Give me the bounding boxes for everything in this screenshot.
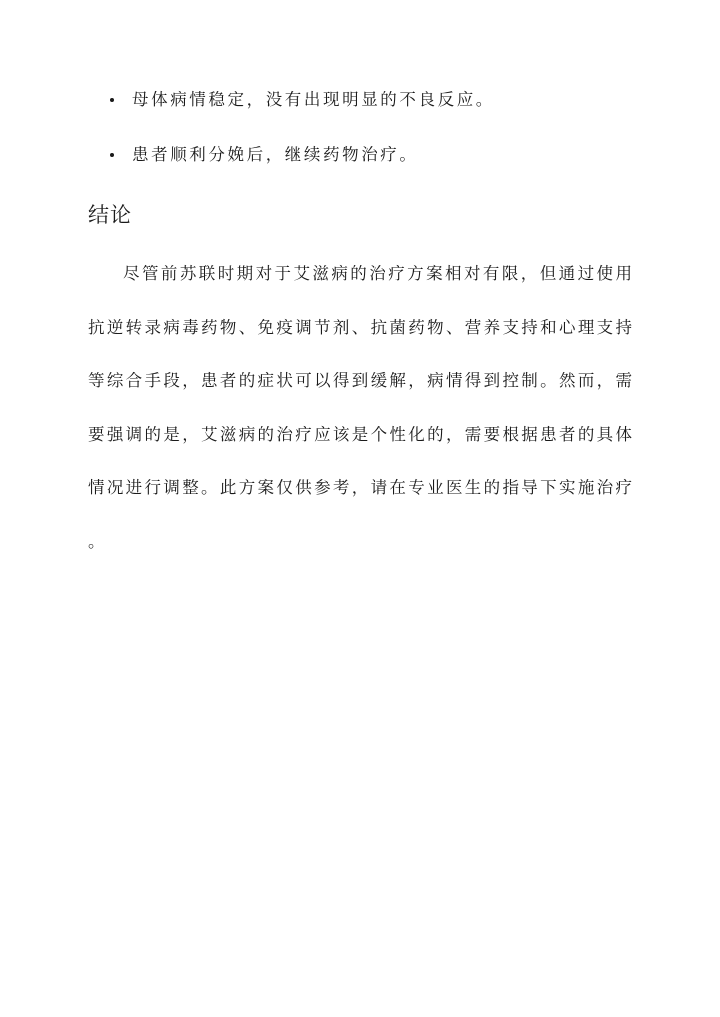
bullet-text: 患者顺利分娩后，继续药物治疗。 [132,145,419,164]
bullet-text: 母体病情稳定，没有出现明显的不良反应。 [132,90,495,109]
bullet-icon [110,98,114,102]
section-heading-conclusion: 结论 [88,203,132,227]
paragraph-line: 等综合手段，患者的症状可以得到缓解，病情得到控制。然而，需 [88,371,632,390]
bullet-list [0,86,720,196]
list-item [0,141,720,169]
list-item [0,86,720,114]
paragraph-line: 抗逆转录病毒药物、免疫调节剂、抗菌药物、营养支持和心理支持 [88,317,632,337]
conclusion-paragraph [88,260,632,581]
paragraph-line: 尽管前苏联时期对于艾滋病的治疗方案相对有限，但通过使用 [123,264,632,283]
paragraph-line: 。 [88,531,105,551]
bullet-icon [110,153,114,157]
paragraph-line: 情况进行调整。此方案仅供参考，请在专业医生的指导下实施治疗 [88,478,632,497]
paragraph-line: 要强调的是，艾滋病的治疗应该是个性化的，需要根据患者的具体 [88,424,632,444]
